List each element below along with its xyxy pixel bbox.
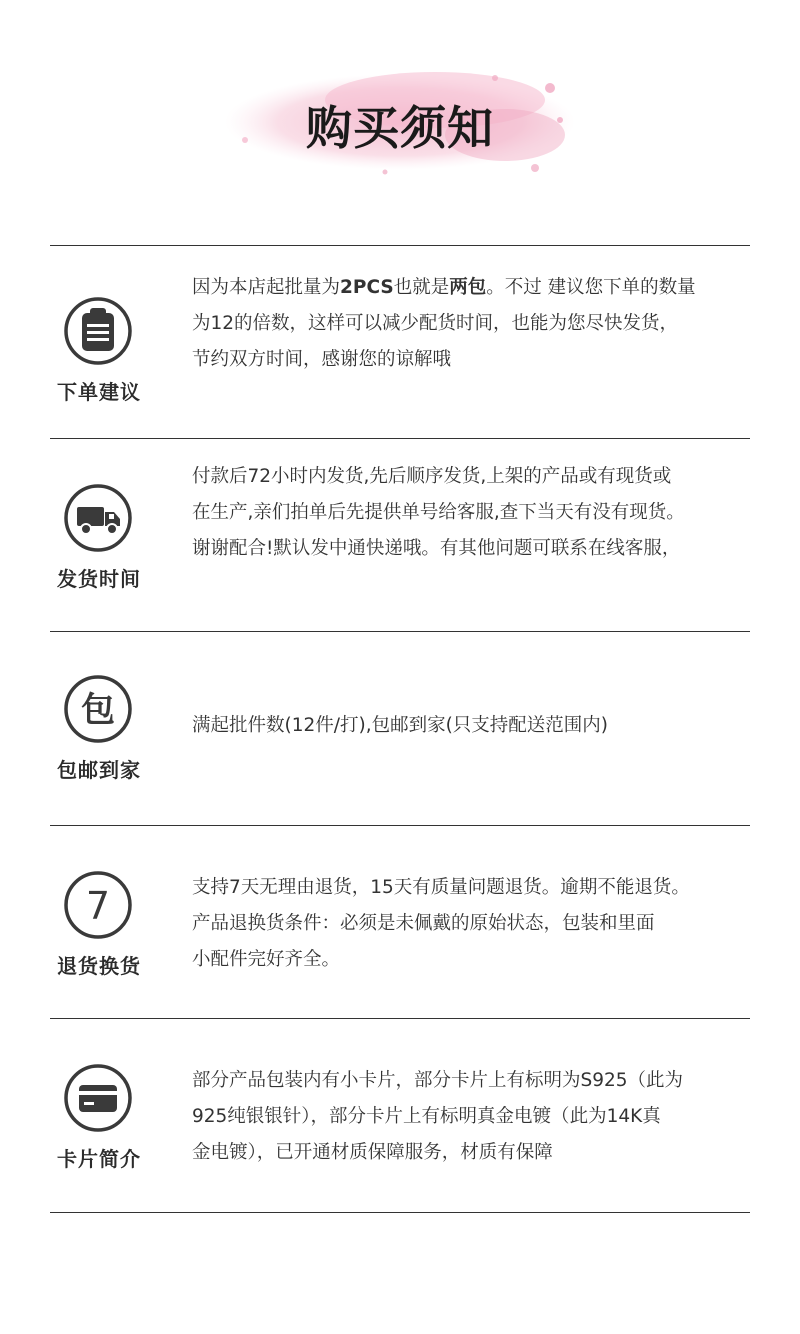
text-line: 谢谢配合!默认发中通快递哦。有其他问题可联系在线客服，	[192, 538, 681, 559]
text-line: 因为本店起批量为2PCS也就是两包。不过 建议您下单的数量	[192, 277, 696, 298]
section-returns	[0, 826, 800, 1018]
text-line: 金电镀），已开通材质保障服务，材质有保障	[192, 1142, 553, 1163]
card-icon	[63, 1063, 133, 1133]
package-char-icon	[63, 674, 133, 744]
svg-text:包: 包	[81, 690, 115, 730]
divider	[50, 1212, 750, 1213]
text-line: 在生产,亲们拍单后先提供单号给客服,查下当天有没有现货。	[192, 502, 685, 523]
section-label: 包邮到家	[57, 758, 141, 782]
seven-icon	[63, 870, 133, 940]
section-text	[192, 870, 757, 978]
svg-text:7: 7	[85, 884, 111, 928]
section-text	[192, 1063, 757, 1171]
page-title: 购买须知	[306, 101, 494, 155]
section-label: 退货换货	[57, 954, 141, 978]
text-line: 为12的倍数，这样可以减少配货时间，也能为您尽快发货，	[192, 313, 679, 334]
clipboard-icon	[63, 296, 133, 366]
section-card-intro	[0, 1019, 800, 1211]
section-order-advice	[0, 246, 800, 438]
section-label: 发货时间	[57, 567, 141, 591]
text-line: 满起批件数(12件/打),包邮到家(只支持配送范围内)	[192, 715, 609, 736]
section-shipping-time	[0, 439, 800, 631]
section-text	[192, 270, 757, 378]
header	[0, 0, 800, 245]
text-line: 部分产品包装内有小卡片，部分卡片上有标明为S925（此为	[192, 1070, 684, 1091]
text-line: 节约双方时间，感谢您的谅解哦	[192, 349, 452, 370]
text-line: 付款后72小时内发货,先后顺序发货,上架的产品或有现货或	[192, 466, 672, 487]
section-text	[192, 708, 757, 744]
truck-icon	[63, 483, 133, 553]
section-label: 下单建议	[57, 380, 141, 404]
text-line: 小配件完好齐全。	[192, 949, 341, 970]
section-text	[192, 459, 757, 567]
text-line: 925纯银银针），部分卡片上有标明真金电镀（此为14K真	[192, 1106, 661, 1127]
section-free-shipping	[0, 632, 800, 824]
text-line: 支持7天无理由退货，15天有质量问题退货。逾期不能退货。	[192, 877, 690, 898]
text-line: 产品退换货条件：必须是未佩戴的原始状态，包装和里面	[192, 913, 655, 934]
section-label: 卡片简介	[57, 1147, 141, 1171]
